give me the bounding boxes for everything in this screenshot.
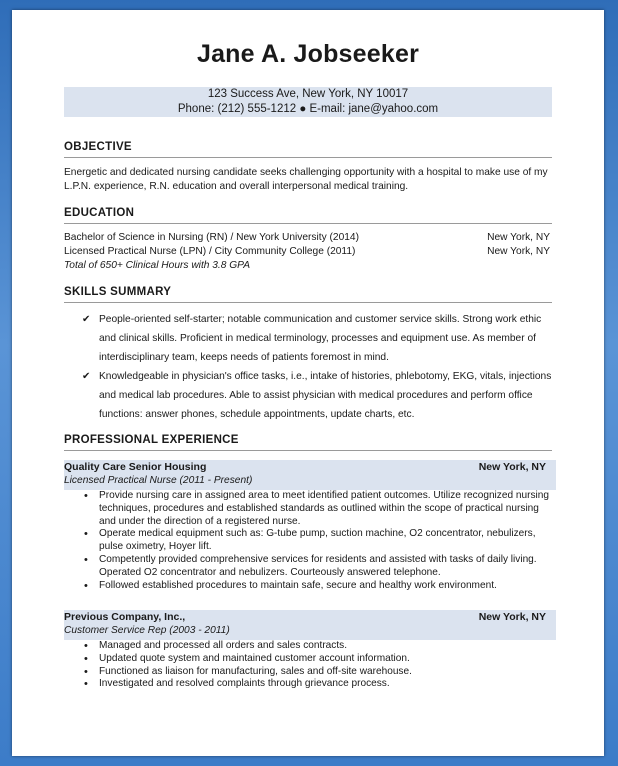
list-item	[80, 310, 554, 367]
education-row	[64, 232, 550, 243]
job-duties	[82, 490, 552, 592]
education-location: New York, NY	[487, 246, 550, 257]
objective-text: Energetic and dedicated nursing candidate seeks challenging opportunity with a hospital to make use of my L.P.N. experience, R.N. education and overall interpersonal medical training.	[64, 167, 548, 192]
education-divider	[64, 223, 552, 224]
education-heading: EDUCATION	[64, 207, 135, 219]
experience-divider	[64, 450, 552, 451]
skill-text: People-oriented self-starter; notable communication and customer service skills. Strong work ethic and clinical skills. Proficient in medical terminology, processes and equipment use. As member of interdisciplinary team, keeps needs of patients foremost in mind.	[99, 314, 542, 363]
job-header	[64, 610, 556, 640]
list-item: • Provide nursing care in assigned area to meet identified patient outcomes. Utilize recognized nursing techniques, procedures and established standards as outlined within the scope of practical nursing and under the direction of a registered nurse.	[82, 490, 552, 528]
list-item: • Investigated and resolved complaints through grievance process.	[82, 678, 552, 691]
education-degree: Licensed Practical Nurse (LPN) / City Community College (2011)	[64, 246, 356, 257]
job-duties	[82, 640, 552, 691]
skill-text: Knowledgeable in physician's office tasks, i.e., intake of histories, phlebotomy, EKG, vitals, injections and medical lab procedures. Able to assist physician with medical procedures and perform office functions: answer phones, schedule appointments, update charts, etc.	[99, 371, 552, 420]
skills-heading: SKILLS SUMMARY	[64, 286, 172, 298]
skills-divider	[64, 302, 552, 303]
education-degree: Bachelor of Science in Nursing (RN) / New York University (2014)	[64, 232, 359, 243]
job-role: Licensed Practical Nurse (2011 - Present)	[64, 475, 253, 486]
contact-phone-email: Phone: (212) 555-1212 ● E-mail: jane@yahoo.com	[177, 103, 439, 115]
contact-address: 123 Success Ave, New York, NY 10017	[207, 88, 409, 100]
resume-page	[12, 10, 604, 756]
list-item: • Managed and processed all orders and sales contracts.	[82, 640, 552, 653]
list-item: • Updated quote system and maintained customer account information.	[82, 653, 552, 666]
list-item: • Functioned as liaison for manufacturing, sales and off-site warehouse.	[82, 666, 552, 679]
candidate-name: Jane A. Jobseeker	[196, 40, 420, 68]
list-item: • Followed established procedures to maintain safe, secure and healthy work environment.	[82, 580, 552, 593]
job-header	[64, 460, 556, 490]
job-location: New York, NY	[478, 611, 546, 623]
education-note: Total of 650+ Clinical Hours with 3.8 GPA	[64, 260, 251, 271]
job-role: Customer Service Rep (2003 - 2011)	[64, 625, 230, 636]
objective-divider	[64, 157, 552, 158]
skills-list	[80, 310, 554, 424]
job-location: New York, NY	[478, 461, 546, 473]
education-row	[64, 246, 550, 257]
checkmark-icon: ✔	[82, 314, 91, 325]
list-item: • Operate medical equipment such as: G-tube pump, suction machine, O2 concentrator, nebulizers, pulse oximetry, Hoyer lift.	[82, 528, 552, 554]
experience-heading: PROFESSIONAL EXPERIENCE	[64, 434, 239, 446]
objective-heading: OBJECTIVE	[64, 141, 132, 153]
job-company: Quality Care Senior Housing	[64, 461, 207, 473]
job-company: Previous Company, Inc.,	[64, 611, 186, 623]
checkmark-icon: ✔	[82, 371, 91, 382]
contact-block	[64, 87, 552, 117]
list-item	[80, 367, 554, 424]
education-location: New York, NY	[487, 232, 550, 243]
list-item: • Competently provided comprehensive services for residents and assisted with tasks of daily living. Operated O2 concentrator and nebulizers. Courteously answered telephone.	[82, 554, 552, 580]
